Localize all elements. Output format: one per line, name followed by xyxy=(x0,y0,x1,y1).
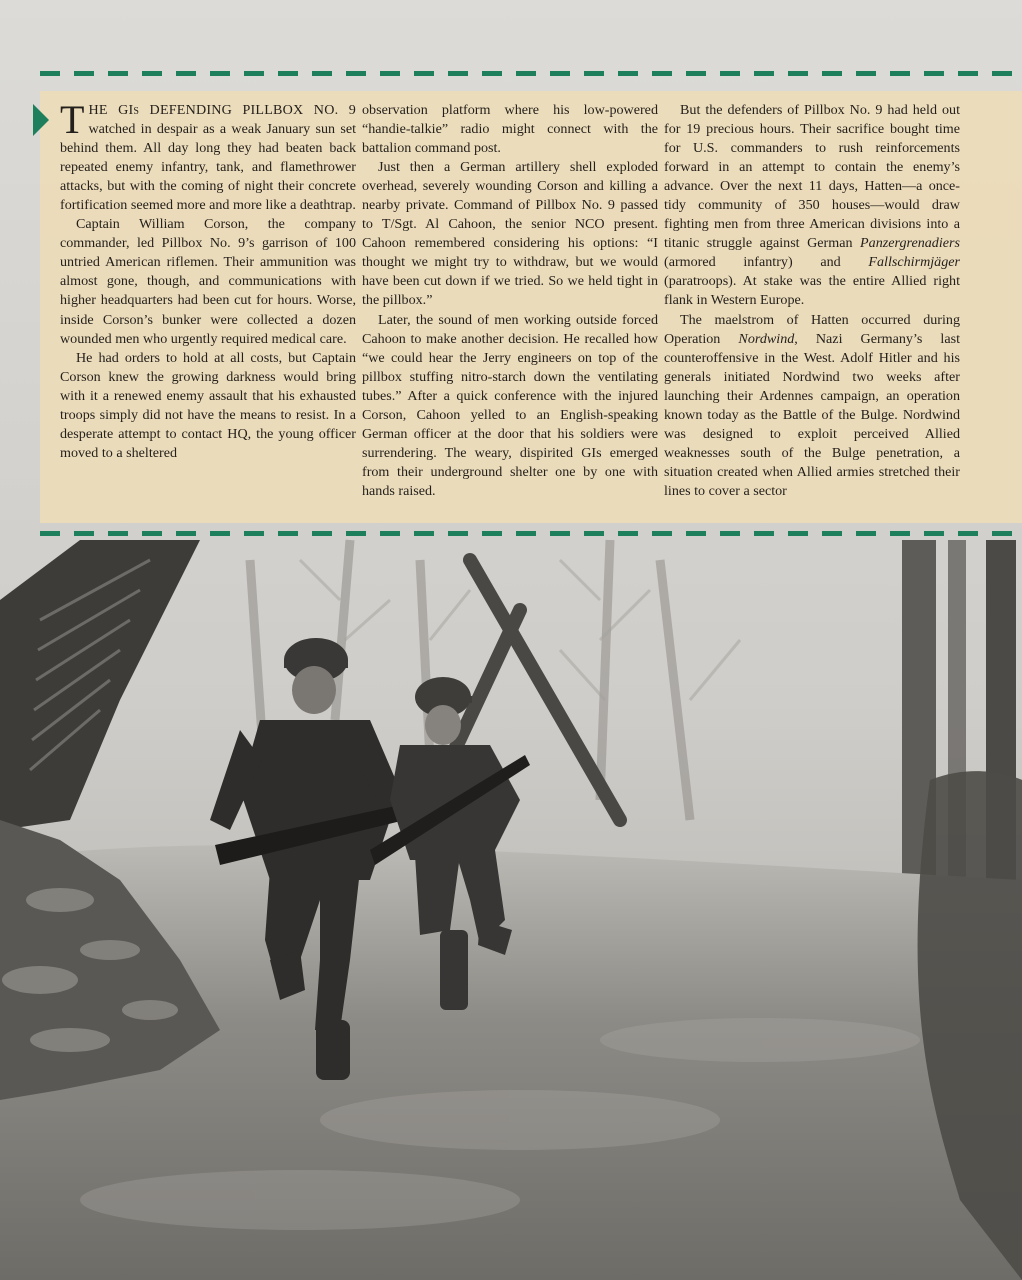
paragraph-3: He had orders to hold at all costs, but Captain Corson knew the growing darkness would bring with it a renewed enemy assault that his exhausted troops simply did not have the means to resist. In a desperate attempt to contact HQ, the young officer moved to a sheltered xyxy=(60,349,356,461)
paragraph-6-text-b: (armored infantry) and xyxy=(664,254,869,271)
paragraph-5: Later, the sound of men working outside forced Cahoon to make another decision. He recalled how “we could hear the Jerry engineers on top of the pillbox stuffing nitro-starch down the ventilating tubes.” After a quick conference with the injured Corson, Cahoon yelled to an English-speaking German officer at the door that his soldiers were surrendering. The weary, dispirited GIs emerged from their underground shelter one by one with hands raised. xyxy=(362,311,658,499)
paragraph-7-text-b: , Nazi Germany’s last counteroffensive in the West. Adolf Hitler and his generals initiated Nordwind two weeks after launching their Ardennes campaign, an operation known today as the Battle of the Bulge. Nordwind was designed to exploit perceived Allied weaknesses south of the Bulge penetration, a situation created when Allied armies stretched their lines to cover a sector xyxy=(664,330,960,499)
term-nordwind: Nordwind xyxy=(738,330,795,347)
paragraph-6-text-c: (paratroops). At stake was the entire Allied right flank in Western Europe. xyxy=(664,273,960,309)
bottom-dashed-rule xyxy=(40,531,1022,536)
lead-in-caps: HE GIs DEFENDING PILLBOX NO. 9 xyxy=(88,102,356,118)
article-column-1 xyxy=(60,97,356,463)
paragraph-2: Captain William Corson, the company commander, led Pillbox No. 9’s garrison of 100 untried American riflemen. Their ammunition was almost gone, though, and communications with higher headquarters had been cut for hours. Worse, inside Corson’s bunker were collected a dozen wounded men who urgently required medical care. xyxy=(60,216,356,347)
paragraph-4: Just then a German artillery shell exploded overhead, severely wounding Corson and killing a nearby private. Command of Pillbox No. 9 passed to T/Sgt. Al Cahoon, the senior NCO present. Cahoon remembered considering his options: “I thought we might try to withdraw, but we would have been cut down if we tried. So we held tight in the pillbox.” xyxy=(362,159,658,309)
paragraph-7-text-a: The maelstrom of Hatten occurred during Operation xyxy=(664,311,960,347)
article-column-3 xyxy=(664,101,960,501)
paragraph-7 xyxy=(664,311,960,501)
top-dashed-rule xyxy=(40,71,1022,76)
paragraph-1-text: watched in despair as a weak January sun set behind them. All day long they had beaten back repeated enemy infantry, tank, and flamethrower attacks, but with the coming of night their concrete fortification seemed more and more like a deathtrap. xyxy=(60,121,356,214)
start-arrow-marker-icon xyxy=(33,104,49,136)
paragraph-continued: observation platform where his low-powered “handie-talkie” radio might connect with the battalion command post. xyxy=(362,102,658,157)
term-fallschirmjager: Fallschirmjäger xyxy=(868,254,960,271)
article-column-2 xyxy=(362,101,658,501)
paragraph-1 xyxy=(60,97,356,215)
term-panzergrenadiers: Panzergrenadiers xyxy=(860,235,960,252)
paragraph-6 xyxy=(664,101,960,311)
dropcap-letter: T xyxy=(60,97,85,142)
paragraph-6-text-a: But the defenders of Pillbox No. 9 had held out for 19 precious hours. Their sacrifice bought time for U.S. commanders to rush reinforcements forward in an attempt to contain the enemy’s advance. Over the next 11 days, Hatten—a once-tidy community of 350 houses—would draw fighting men from three American divisions into a titanic struggle against German xyxy=(664,102,960,252)
